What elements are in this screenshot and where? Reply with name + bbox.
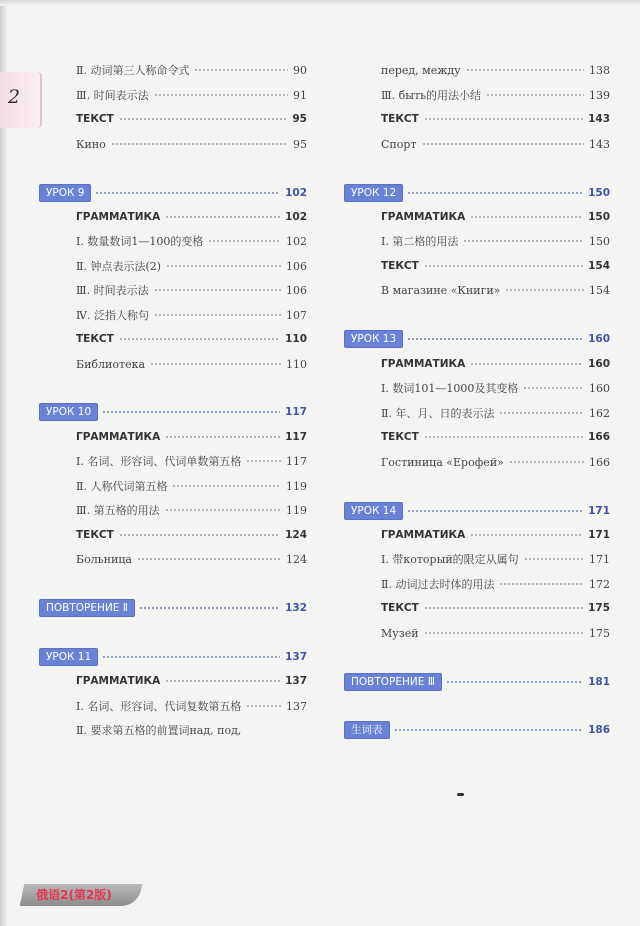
- entry-page-number: 171: [588, 529, 610, 541]
- section-badge: УРОК 14: [345, 503, 402, 519]
- toc-entry[interactable]: [76, 257, 307, 275]
- section-badge: 生词表: [345, 722, 389, 738]
- entry-title: Ⅰ. 名词、形容词、代词单数第五格: [76, 455, 242, 468]
- entry-title: ГРАММАТИКА: [381, 529, 466, 541]
- toc-entry[interactable]: [381, 404, 610, 422]
- dot-leader: [194, 69, 288, 71]
- entry-title: перед, между: [381, 63, 461, 77]
- toc-heading-entry[interactable]: [76, 526, 307, 544]
- entry-page-number: 150: [588, 211, 610, 223]
- entry-page-number: 124: [285, 529, 307, 541]
- entry-title: Библиотека: [76, 357, 146, 371]
- toc-section-entry[interactable]: [40, 184, 307, 202]
- entry-page-number: 186: [588, 724, 610, 736]
- toc-entry[interactable]: [381, 624, 610, 642]
- toc-entry[interactable]: [381, 575, 610, 593]
- dot-leader: [111, 143, 288, 145]
- dot-leader: [470, 534, 583, 536]
- entry-page-number: 137: [285, 651, 307, 663]
- toc-section-entry[interactable]: [40, 599, 307, 617]
- dot-leader: [407, 192, 583, 194]
- section-badge: ПОВТОРЕНИЕ Ⅱ: [40, 600, 134, 616]
- toc-entry[interactable]: [381, 86, 610, 104]
- entry-title: Ⅱ. 钟点表示法(2): [76, 260, 162, 273]
- entry-title: В магазине «Книги»: [381, 283, 501, 297]
- entry-page-number: 175: [589, 626, 610, 640]
- entry-page-number: 110: [286, 357, 307, 371]
- dot-leader: [119, 338, 280, 340]
- dot-leader: [208, 240, 281, 242]
- toc-section-entry[interactable]: [345, 721, 610, 739]
- section-badge: УРОК 10: [40, 404, 97, 420]
- entry-title: Ⅰ. 数量数词1—100的变格: [76, 235, 204, 248]
- toc-entry[interactable]: [381, 61, 610, 79]
- toc-heading-entry[interactable]: [76, 672, 307, 690]
- entry-page-number: 160: [589, 381, 610, 395]
- dot-leader: [165, 509, 281, 511]
- entry-page-number: 117: [285, 406, 307, 418]
- toc-entry[interactable]: [381, 550, 610, 568]
- toc-section-entry[interactable]: [40, 648, 307, 666]
- entry-title: Гостиница «Ерофей»: [381, 455, 504, 469]
- entry-title: Ⅲ. 时间表示法: [76, 89, 149, 102]
- dot-leader: [499, 583, 584, 585]
- dot-leader: [102, 656, 280, 658]
- dot-leader: [394, 729, 584, 731]
- entry-page-number: 124: [286, 552, 307, 566]
- entry-page-number: 166: [588, 431, 610, 443]
- entry-title: Ⅰ. 数词101—1000及其变格: [381, 382, 519, 395]
- entry-page-number: 90: [293, 63, 307, 77]
- dot-leader: [509, 461, 584, 463]
- entry-title: Ⅱ. 人称代词第五格: [76, 480, 168, 493]
- toc-heading-entry[interactable]: [381, 428, 610, 446]
- toc-entry[interactable]: [76, 501, 307, 519]
- dot-leader: [119, 118, 288, 120]
- entry-page-number: 132: [285, 602, 307, 614]
- entry-title: ГРАММАТИКА: [76, 211, 161, 223]
- dot-leader: [505, 289, 584, 291]
- dot-leader: [446, 681, 583, 683]
- toc-section-entry[interactable]: [345, 330, 610, 348]
- dot-leader: [524, 558, 584, 560]
- page-number-tab: [0, 72, 42, 128]
- entry-page-number: 160: [588, 333, 610, 345]
- dot-leader: [470, 363, 583, 365]
- toc-entry[interactable]: [76, 306, 307, 324]
- toc-heading-entry[interactable]: [76, 330, 307, 348]
- entry-title: Ⅲ. 第五格的用法: [76, 504, 160, 517]
- dot-leader: [246, 705, 281, 707]
- entry-page-number: 102: [286, 234, 307, 248]
- dot-leader: [246, 460, 281, 462]
- entry-page-number: 171: [588, 505, 610, 517]
- entry-title: ТЕКСТ: [76, 333, 114, 345]
- toc-section-entry[interactable]: [40, 403, 307, 421]
- entry-page-number: 107: [286, 308, 307, 322]
- entry-page-number: 95: [293, 137, 307, 151]
- entry-title: Музей: [381, 626, 419, 640]
- entry-page-number: 143: [589, 137, 610, 151]
- toc-entry[interactable]: [76, 355, 307, 373]
- dot-leader: [424, 265, 583, 267]
- toc-heading-entry[interactable]: [381, 110, 610, 128]
- entry-title: ТЕКСТ: [76, 529, 114, 541]
- entry-page-number: 171: [589, 552, 610, 566]
- entry-page-number: 106: [286, 283, 307, 297]
- dot-leader: [95, 192, 280, 194]
- dot-leader: [137, 558, 281, 560]
- entry-page-number: 102: [285, 187, 307, 199]
- toc-entry[interactable]: [381, 453, 610, 471]
- toc-entry[interactable]: [76, 86, 307, 104]
- entry-page-number: 119: [286, 503, 307, 517]
- entry-title: Ⅰ. 第二格的用法: [381, 235, 459, 248]
- toc-heading-entry[interactable]: [381, 526, 610, 544]
- entry-page-number: 110: [285, 333, 307, 345]
- entry-title: ТЕКСТ: [381, 602, 419, 614]
- entry-page-number: 162: [589, 406, 610, 420]
- toc-entry[interactable]: [76, 61, 307, 79]
- dot-leader: [165, 436, 280, 438]
- entry-page-number: 143: [588, 113, 610, 125]
- section-badge: УРОК 9: [40, 185, 90, 201]
- entry-page-number: 117: [285, 431, 307, 443]
- toc-heading-entry[interactable]: [76, 110, 307, 128]
- toc-entry[interactable]: [381, 232, 610, 250]
- entry-page-number: 95: [292, 113, 307, 125]
- entry-page-number: 139: [589, 88, 610, 102]
- toc-section-entry[interactable]: [345, 502, 610, 520]
- toc-entry[interactable]: [76, 477, 307, 495]
- dot-leader: [422, 143, 585, 145]
- entry-title: Ⅳ. 泛指人称句: [76, 309, 149, 322]
- dot-leader: [172, 485, 281, 487]
- dot-leader: [154, 94, 288, 96]
- entry-title: Ⅰ. 带который的限定从属句: [381, 553, 519, 566]
- entry-page-number: 154: [589, 283, 610, 297]
- entry-title: Больница: [76, 552, 132, 566]
- entry-page-number: 117: [286, 454, 307, 468]
- dot-leader: [119, 534, 280, 536]
- section-badge: УРОК 13: [345, 331, 402, 347]
- toc-heading-entry[interactable]: [76, 428, 307, 446]
- entry-title: ГРАММАТИКА: [381, 358, 466, 370]
- toc-entry[interactable]: [76, 135, 307, 153]
- dot-leader: [424, 118, 583, 120]
- entry-title: Ⅱ. 动词过去时体的用法: [381, 578, 495, 591]
- entry-title: ТЕКСТ: [76, 113, 114, 125]
- dot-leader: [407, 338, 583, 340]
- page-edge-left: [0, 0, 8, 926]
- dot-leader: [139, 607, 280, 609]
- entry-title: ГРАММАТИКА: [381, 211, 466, 223]
- toc-entry[interactable]: [76, 232, 307, 250]
- toc-heading-entry[interactable]: [381, 599, 610, 617]
- dot-leader: [407, 510, 583, 512]
- entry-title: Ⅱ. 年、月、日的表示法: [381, 407, 495, 420]
- dot-leader: [424, 632, 584, 634]
- entry-title: Ⅰ. 名词、形容词、代词复数第五格: [76, 700, 242, 713]
- dot-leader: [154, 289, 281, 291]
- toc-section-entry[interactable]: [345, 673, 610, 691]
- footer-book-tab: [20, 884, 143, 906]
- entry-title: ГРАММАТИКА: [76, 431, 161, 443]
- entry-title: Спорт: [381, 137, 417, 151]
- dot-leader: [466, 69, 584, 71]
- entry-title: ТЕКСТ: [381, 113, 419, 125]
- toc-entry[interactable]: [381, 135, 610, 153]
- entry-page-number: 150: [588, 187, 610, 199]
- toc-section-entry[interactable]: [345, 184, 610, 202]
- dot-leader: [166, 265, 281, 267]
- toc-entry[interactable]: [381, 379, 610, 397]
- entry-page-number: 172: [589, 577, 610, 591]
- entry-page-number: 138: [589, 63, 610, 77]
- entry-page-number: 154: [588, 260, 610, 272]
- section-badge: ПОВТОРЕНИЕ Ⅲ: [345, 674, 441, 690]
- dot-leader: [463, 240, 584, 242]
- dot-leader: [424, 607, 583, 609]
- dot-leader: [523, 387, 584, 389]
- toc-entry[interactable]: [76, 721, 307, 739]
- footer-book-title: 俄语2(第2版): [36, 888, 112, 902]
- entry-page-number: 181: [588, 676, 610, 688]
- entry-title: Ⅱ. 要求第五格的前置词над, под,: [76, 724, 242, 737]
- entry-page-number: 150: [589, 234, 610, 248]
- entry-page-number: 160: [588, 358, 610, 370]
- dot-leader: [102, 411, 280, 413]
- toc-entry[interactable]: [76, 281, 307, 299]
- dot-leader: [486, 94, 584, 96]
- dot-leader: [470, 216, 583, 218]
- ink-smudge: [457, 793, 464, 796]
- dot-leader: [165, 216, 280, 218]
- toc-heading-entry[interactable]: [76, 208, 307, 226]
- dot-leader: [154, 314, 281, 316]
- entry-title: ТЕКСТ: [381, 260, 419, 272]
- dot-leader: [424, 436, 583, 438]
- toc-entry[interactable]: [381, 281, 610, 299]
- toc-entry[interactable]: [76, 697, 307, 715]
- section-badge: УРОК 12: [345, 185, 402, 201]
- dot-leader: [150, 363, 281, 365]
- entry-title: ГРАММАТИКА: [76, 675, 161, 687]
- entry-page-number: 166: [589, 455, 610, 469]
- entry-page-number: 137: [286, 699, 307, 713]
- toc-entry[interactable]: [76, 550, 307, 568]
- entry-title: Ⅲ. 时间表示法: [76, 284, 149, 297]
- toc-heading-entry[interactable]: [381, 208, 610, 226]
- entry-page-number: 119: [286, 479, 307, 493]
- page-number: 2: [8, 86, 21, 108]
- entry-page-number: 175: [588, 602, 610, 614]
- dot-leader: [165, 680, 280, 682]
- entry-page-number: 91: [293, 88, 307, 102]
- dot-leader: [499, 412, 584, 414]
- toc-heading-entry[interactable]: [381, 355, 610, 373]
- entry-page-number: 106: [286, 259, 307, 273]
- section-badge: УРОК 11: [40, 649, 97, 665]
- entry-title: ТЕКСТ: [381, 431, 419, 443]
- toc-heading-entry[interactable]: [381, 257, 610, 275]
- page-edge-top: [0, 0, 640, 6]
- entry-page-number: 137: [285, 675, 307, 687]
- entry-title: Кино: [76, 137, 106, 151]
- entry-page-number: 102: [285, 211, 307, 223]
- entry-title: Ⅱ. 动词第三人称命令式: [76, 64, 190, 77]
- entry-title: Ⅲ. быть的用法小结: [381, 89, 482, 102]
- toc-entry[interactable]: [76, 452, 307, 470]
